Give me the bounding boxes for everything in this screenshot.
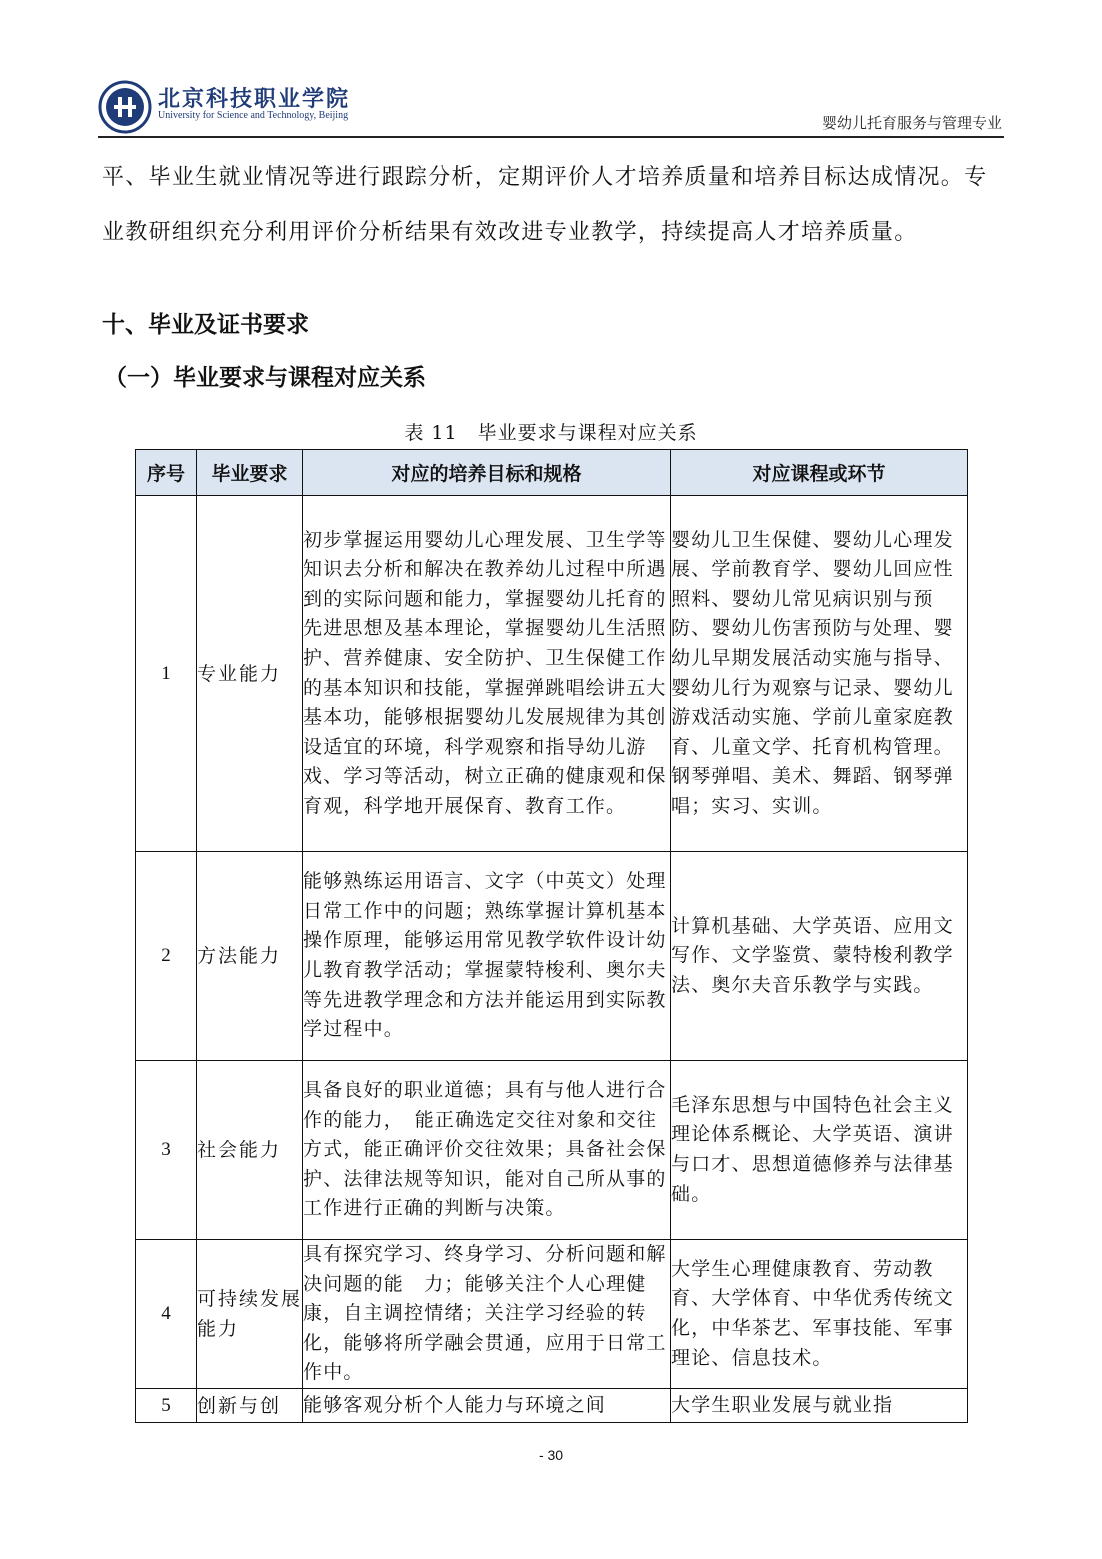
header-requirement: 毕业要求: [197, 450, 303, 496]
row-number: 4: [136, 1240, 197, 1389]
major-name: 婴幼儿托育服务与管理专业: [821, 114, 1002, 132]
row-requirement: 创新与创: [197, 1389, 303, 1423]
row-courses: 毛泽东思想与中国特色社会主义理论体系概论、大学英语、演讲与口才、思想道德修养与法律基础。: [671, 1061, 968, 1240]
row-goal: 初步掌握运用婴幼儿心理发展、卫生学等知识去分析和解决在教养幼儿过程中所遇到的实际问题和能力，掌握婴幼儿托育的先进思想及基本理论，掌握婴幼儿生活照护、营养健康、安全防护、卫生保健工作的基本知识和技能，掌握弹跳唱绘讲五大基本功，能够根据婴幼儿发展规律为其创设适宜的环境，科学观察和指导幼儿游戏、学习等活动，树立正确的健康观和保育观，科学地开展保育、教育工作。: [303, 496, 671, 852]
table-header-row: [136, 450, 968, 496]
section-heading: 十、毕业及证书要求: [102, 312, 309, 338]
logo-chinese-name: 北京科技职业学院: [158, 87, 351, 112]
row-requirement: 方法能力: [197, 852, 303, 1061]
logo-english-name: University for Science and Technology, Beijing: [158, 110, 349, 121]
row-courses: 大学生心理健康教育、劳动教育、大学体育、中华优秀传统文化，中华茶艺、军事技能、军事理论、信息技术。: [671, 1240, 968, 1389]
subsection-heading: （一）毕业要求与课程对应关系: [104, 365, 426, 391]
row-courses: 计算机基础、大学英语、应用文写作、文学鉴赏、蒙特梭利教学法、奥尔夫音乐教学与实践。: [671, 852, 968, 1061]
row-courses: 婴幼儿卫生保健、婴幼儿心理发展、学前教育学、婴幼儿回应性照料、婴幼儿常见病识别与预防、婴幼儿伤害预防与处理、婴幼儿早期发展活动实施与指导、婴幼儿行为观察与记录、婴幼儿游戏活动实施、学前儿童家庭教育、儿童文学、托育机构管理。钢琴弹唱、美术、舞蹈、钢琴弹唱；实习、实训。: [671, 496, 968, 852]
university-logo-icon: [98, 80, 152, 134]
header-courses: 对应课程或环节: [671, 450, 968, 496]
requirements-table: [135, 449, 968, 1423]
row-goal: 能够熟练运用语言、文字（中英文）处理日常工作中的问题；熟练掌握计算机基本操作原理，能够运用常见教学软件设计幼儿教育教学活动；掌握蒙特梭利、奥尔夫等先进教学理念和方法并能运用到实际教学过程中。: [303, 852, 671, 1061]
row-number: 2: [136, 852, 197, 1061]
body-paragraph: 平、毕业生就业情况等进行跟踪分析，定期评价人才培养质量和培养目标达成情况。专业教研组织充分利用评价分析结果有效改进专业教学，持续提高人才培养质量。: [102, 165, 988, 245]
row-goal: 具备良好的职业道德；具有与他人进行合作的能力， 能正确选定交往对象和交往方式，能正确评价交往效果；具备社会保护、法律法规等知识，能对自己所从事的工作进行正确的判断与决策。: [303, 1061, 671, 1240]
table-row: [136, 852, 968, 1061]
page-header: [98, 72, 1004, 138]
row-requirement: 可持续发展能力: [197, 1240, 303, 1389]
row-requirement: 专业能力: [197, 496, 303, 852]
page-number: - 30: [538, 1447, 564, 1463]
row-number: 5: [136, 1389, 197, 1423]
row-requirement: 社会能力: [197, 1061, 303, 1240]
table-row: [136, 1061, 968, 1240]
table-row: [136, 1389, 968, 1423]
header-goal: 对应的培养目标和规格: [303, 450, 671, 496]
row-number: 1: [136, 496, 197, 852]
row-goal: 具有探究学习、终身学习、分析问题和解决问题的能 力；能够关注个人心理健康，自主调控情绪；关注学习经验的转化，能够将所学融会贯通，应用于日常工作中。: [303, 1240, 671, 1389]
table-caption: 表 11 毕业要求与课程对应关系: [404, 422, 698, 444]
header-number: 序号: [136, 450, 197, 496]
row-goal: 能够客观分析个人能力与环境之间: [303, 1389, 671, 1423]
table-row: [136, 1240, 968, 1389]
row-number: 3: [136, 1061, 197, 1240]
row-courses: 大学生职业发展与就业指: [671, 1389, 968, 1423]
table-row: [136, 496, 968, 852]
